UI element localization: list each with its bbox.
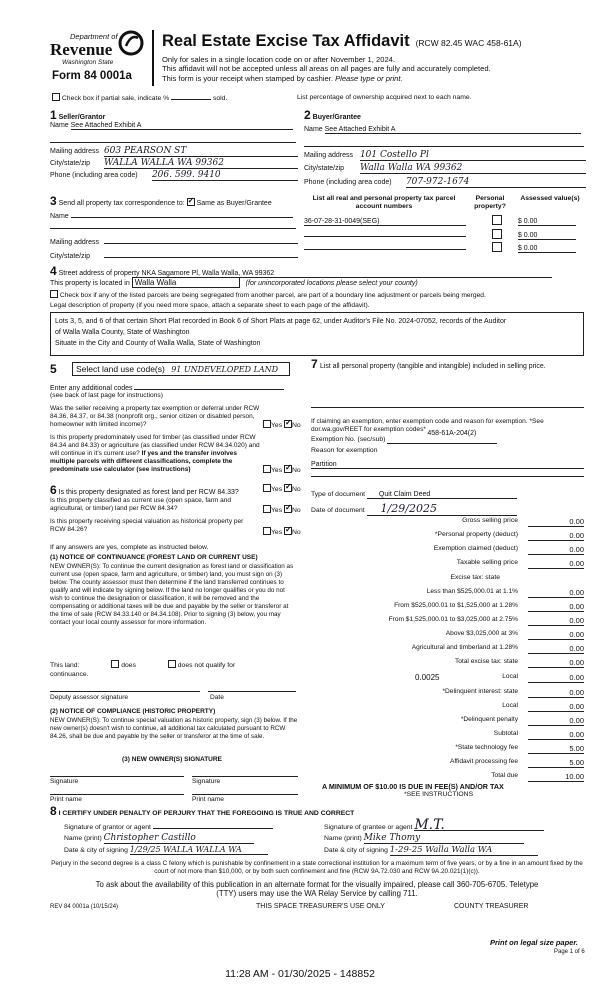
legal-line1: Lots 3, 5, and 6 of that certain Short Plat recorded in Book 6 of Short Plats at page 62, under Auditor's File No. 2024-07052, records of the Auditor xyxy=(55,318,507,325)
additional-codes-field[interactable] xyxy=(134,382,284,390)
section4-number: 4 xyxy=(50,264,57,278)
agri-timber-label: Agricultural and timberland at 1.28% xyxy=(411,644,518,651)
tier1-label: Less than $525,000.01 at 1.1% xyxy=(426,588,518,595)
land-use-select-label: Select land use code(s) xyxy=(76,364,165,374)
q1-no-label: No xyxy=(291,421,301,429)
parcel-number-field[interactable]: 36-07-28-31-0049(SEG) xyxy=(304,218,466,226)
pct-list-note: List percentage of ownership acquired next to each name. xyxy=(297,94,472,101)
delinquent-penalty-value[interactable]: 0.00 xyxy=(528,716,584,726)
segregated-checkbox[interactable] xyxy=(50,290,58,298)
does-checkbox[interactable] xyxy=(111,660,119,668)
same-as-buyer-checkbox[interactable] xyxy=(187,198,195,206)
excise-state-label: Excise tax: state xyxy=(450,574,500,581)
taxable-price-value[interactable]: 0.00 xyxy=(528,559,584,569)
reason-line2 xyxy=(311,476,584,477)
subtotal-label: Subtotal xyxy=(493,730,518,737)
tier1-value[interactable]: 0.00 xyxy=(528,588,584,598)
historic-yes-checkbox[interactable] xyxy=(263,527,271,535)
buyer-city-label: City/state/zip xyxy=(304,165,345,172)
grantee-date-label: Date & city of signing xyxy=(324,847,388,854)
grantor-signature-label: Signature of grantor or agent xyxy=(64,824,151,831)
street-label: Street address of property xyxy=(58,270,140,277)
corr-name-field[interactable] xyxy=(71,210,293,218)
dept-line1: Department of xyxy=(70,32,118,41)
parcel-col-header: List all real and personal property tax parcel account numbers xyxy=(312,195,456,210)
section3-text: Send all property tax correspondence to: xyxy=(58,200,185,207)
tier4-label: Above $3,025,000 at 3% xyxy=(445,630,518,637)
taxable-price-label: Taxable selling price xyxy=(456,559,518,566)
segregated-label: Check box if any of the listed parcels are being segregated from another parcel, are part of a boundary line adjustment or parcels being merged. xyxy=(59,291,486,299)
tech-fee-label: *State technology fee xyxy=(455,744,518,751)
current-use-yes-checkbox[interactable] xyxy=(263,505,271,513)
seller-city-field[interactable]: WALLA WALLA WA 99362 xyxy=(104,158,298,169)
seller-mail-label: Mailing address xyxy=(50,148,100,155)
deputy-signature-label: Deputy assessor signature xyxy=(50,694,129,701)
header-divider xyxy=(152,30,154,86)
grantee-signature-field[interactable]: M.T. xyxy=(414,821,544,831)
corr-city-field[interactable] xyxy=(104,250,298,258)
local-tax-label: Local xyxy=(502,673,518,680)
if-any-yes-note: If any answers are yes, complete as instructed below. xyxy=(50,544,209,551)
owner2-signature-line[interactable] xyxy=(192,776,298,777)
exemption-deduct-value[interactable]: 0.00 xyxy=(528,545,584,555)
buyer-name-line2 xyxy=(304,146,584,147)
buyer-phone-field[interactable]: 707-972-1674 xyxy=(406,177,586,188)
page-number: Page 1 of 6 xyxy=(554,949,585,955)
deputy-date-label: Date xyxy=(210,694,224,701)
continuance-label: continuance. xyxy=(50,671,89,678)
does-not-label: does not qualify for xyxy=(177,661,236,669)
see-instructions: *SEE INSTRUCTIONS xyxy=(404,791,474,798)
rev-code: REV 84 0001a (10/15/24) xyxy=(50,904,119,910)
forest-no-checkbox[interactable] xyxy=(284,484,292,492)
section7-text: List all personal property (tangible and intangible) included in selling price. xyxy=(320,363,546,370)
recording-stamp: 11:28 AM - 01/30/2025 - 148852 xyxy=(225,968,375,980)
header-note3b: Please type or print. xyxy=(335,73,403,83)
exemption-no-label: Exemption No. (sec/sub) xyxy=(311,436,386,443)
assessed-value-field[interactable]: $ 0.00 xyxy=(518,218,576,226)
grantee-name-field[interactable]: Mike Thomy xyxy=(364,833,524,844)
notice2-text: NEW OWNER(S): To continue special valuation as historic property, sign (3) below. If the new owner(s) doesn't wish to continue, all additional tax calculated pursuant to RCW 84.26, shall be due and payable by the seller or transferor at the time of sale. xyxy=(50,717,298,740)
grantee-date-field[interactable]: 1-29-25 Walla Walla WA xyxy=(390,845,538,856)
does-label: does xyxy=(121,661,136,669)
treasurer-space-label: THIS SPACE TREASURER'S USE ONLY xyxy=(256,903,385,910)
grantor-date-field[interactable]: 1/29/25 WALLA WALLA WA xyxy=(130,845,268,855)
current-use-no-label: No xyxy=(291,506,301,514)
dor-logo xyxy=(50,30,160,88)
gross-label: Gross selling price xyxy=(462,517,518,524)
forest-yes-checkbox[interactable] xyxy=(263,484,271,492)
grantee-name-label: Name (print) xyxy=(324,835,362,842)
deputy-date-line[interactable] xyxy=(208,691,296,692)
dept-line3: Washington State xyxy=(62,59,114,66)
tier3-label: From $1,525,000.01 to $3,025,000 at 2.75% xyxy=(388,616,518,623)
see-instructions-note: (see back of last page for instructions) xyxy=(50,392,163,399)
personal-property-checkbox[interactable] xyxy=(492,215,502,225)
corr-name-label: Name xyxy=(50,213,69,220)
exemption-question: Was the seller receiving a property tax exemption or deferral under RCW 84.36, 84.37, or 84.38 (nonprofit org., senior citizen or disabled person, homeowner with limited income)? xyxy=(50,405,260,428)
section1-number: 1 xyxy=(50,108,57,122)
buyer-phone-label: Phone (including area code) xyxy=(304,179,392,186)
legal-line3: Situate in the City and County of Walla Walla, State of Washington xyxy=(55,340,261,347)
seller-phone-label: Phone (including area code) xyxy=(50,172,138,179)
timber-question: Is this property predominately used for timber (as classified under RCW 84.34 and 84.33) or agriculture (as classified under RCW 84.34.020) and will continue in it's current use? xyxy=(50,434,260,457)
seller-name-line2 xyxy=(50,142,296,143)
partial-pct-field[interactable] xyxy=(171,99,211,100)
subtotal-value[interactable]: 0.00 xyxy=(528,730,584,740)
local-tax-value[interactable]: 0.00 xyxy=(528,673,584,683)
total-state-label: Total excise tax: state xyxy=(454,658,518,665)
q2-yes-label: Yes xyxy=(271,466,283,474)
tier2-label: From $525,000.01 to $1,525,000 at 1.28% xyxy=(394,602,518,609)
seller-name-field[interactable]: See Attached Exhibit A xyxy=(71,122,293,130)
seller-name-label: Name xyxy=(50,122,69,129)
owner1-print-label: Print name xyxy=(50,796,82,803)
corr-mail-field[interactable] xyxy=(104,236,298,244)
alt-format-line2: (TTY) users may use the WA Relay Service by calling 711. xyxy=(216,889,418,898)
certify-text: I CERTIFY UNDER PENALTY OF PERJURY THAT THE FOREGOING IS TRUE AND CORRECT xyxy=(58,810,355,817)
forest-question: Is this property designated as forest land per RCW 84.33? xyxy=(58,489,239,496)
parcel-number-field[interactable] xyxy=(304,242,466,250)
gross-value[interactable]: 0.00 xyxy=(528,517,584,527)
partial-sale-checkbox[interactable] xyxy=(52,93,60,101)
current-use-question: Is this property classified as current use (open space, farm and agricultural, or timber) land per RCW 84.34? xyxy=(50,497,232,512)
dor-logo-icon xyxy=(118,30,144,56)
tier4-value[interactable]: 0.00 xyxy=(528,630,584,640)
delinquent-interest-local-label: Local xyxy=(502,702,518,709)
header-note2: This affidavit will not be accepted unless all areas on all pages are fully and accurately completed. xyxy=(162,64,491,74)
parcel-number-field[interactable] xyxy=(304,229,466,237)
owner2-print-line[interactable] xyxy=(192,794,298,795)
buyer-name-field[interactable]: See Attached Exhibit A xyxy=(325,126,581,134)
corr-city-label: City/state/zip xyxy=(50,253,91,260)
page-title: Real Estate Excise Tax Affidavit xyxy=(162,32,410,50)
notice1-title: (1) NOTICE OF CONTINUANCE (FOREST LAND OR CURRENT USE) xyxy=(50,554,258,561)
land-use-select[interactable] xyxy=(72,362,290,376)
legal-description-box[interactable] xyxy=(50,312,584,356)
seller-city-label: City/state/zip xyxy=(50,160,91,167)
section7-number: 7 xyxy=(311,357,318,371)
processing-fee-value[interactable]: 5.00 xyxy=(528,758,584,768)
delinquent-interest-state-value[interactable]: 0.00 xyxy=(528,688,584,698)
personal-deduct-label: *Personal property (deduct) xyxy=(434,531,518,538)
alt-format-line1: To ask about the availability of this publication in an alternate format for the visually impaired, please call 360-705-6705. Teletype xyxy=(95,880,539,889)
delinquent-penalty-label: *Delinquent penalty xyxy=(460,716,518,723)
q2-no-label: No xyxy=(291,466,301,474)
partial-sold-label: sold. xyxy=(212,94,228,102)
additional-codes-label: Enter any additional codes xyxy=(50,385,133,392)
exemption-no-field[interactable] xyxy=(387,430,497,444)
this-land-label: This land: xyxy=(50,661,80,669)
owner1-signature-line[interactable] xyxy=(50,776,184,777)
current-use-yes-label: Yes xyxy=(271,506,283,514)
section6-number: 6 xyxy=(50,483,57,497)
minimum-notice: A MINIMUM OF $10.00 IS DUE IN FEE(S) AND/OR TAX xyxy=(322,782,504,791)
parcel-row xyxy=(304,242,576,253)
form-number: Form 84 0001a xyxy=(52,70,132,82)
current-use-no-checkbox[interactable] xyxy=(284,505,292,513)
local-rate: 0.0025 xyxy=(415,673,440,682)
doc-date-label: Date of document xyxy=(311,507,365,514)
forest-no-label: No xyxy=(291,485,301,493)
tech-fee-value[interactable]: 5.00 xyxy=(528,744,584,754)
personal-property-checkbox[interactable] xyxy=(492,229,502,239)
alt-format-notice xyxy=(50,880,584,898)
historic-yes-label: Yes xyxy=(271,528,283,536)
q2-no-checkbox[interactable] xyxy=(284,465,292,473)
owner1-signature-label: Signature xyxy=(50,778,79,785)
exemption-instructions: If claiming an exemption, enter exemption code and reason for exemption. *See dor.wa.gov/REET for exemption codes* xyxy=(311,418,544,433)
q1-yes-checkbox[interactable] xyxy=(263,420,271,428)
perjury-notice: Perjury in the second degree is a class C felony which is punishable by confinement in a state correctional institution for a maximum term of five years, or by a fine in an amount fixed by the court of not more than $10,000, or by both such confinement and fine (RCW 9A.72.030 and RCW 9A.20.021(1)(c)). xyxy=(51,860,583,875)
buyer-name-label: Name xyxy=(304,126,323,133)
legal-label: Legal description of property (if you need more space, attach a separate sheet to each page of the affidavit). xyxy=(50,302,370,309)
section5-number: 5 xyxy=(50,362,57,376)
seller-mail-field[interactable]: 603 PEARSON ST xyxy=(104,146,298,157)
county-treasurer-label: COUNTY TREASURER xyxy=(454,903,529,910)
seller-phone-field[interactable]: 206. 599. 9410 xyxy=(152,170,298,181)
assessed-value-field[interactable]: $ 0.00 xyxy=(518,232,576,240)
total-state-value[interactable]: 0.00 xyxy=(528,658,584,668)
delinquent-interest-local-value[interactable]: 0.00 xyxy=(528,702,584,712)
notice3-title: (3) NEW OWNER(S) SIGNATURE xyxy=(122,756,222,763)
buyer-city-field[interactable]: Walla Walla WA 99362 xyxy=(360,163,586,174)
exemption-no-value: 458-61A-204(2) xyxy=(427,430,477,437)
section3-number: 3 xyxy=(50,194,57,208)
tier3-value[interactable]: 0.00 xyxy=(528,616,584,626)
section2-number: 2 xyxy=(304,108,311,122)
timber-question-note: If yes and the transfer involves multiple parcels with different classifications, complete the predominate use calculator (see instructions) xyxy=(50,450,237,473)
corr-mail-label: Mailing address xyxy=(50,239,100,246)
same-as-buyer-label: Same as Buyer/Grantee xyxy=(196,200,272,207)
doc-type-label: Type of document xyxy=(311,491,366,498)
tier2-value[interactable]: 0.00 xyxy=(528,602,584,612)
legal-size-note: Print on legal size paper. xyxy=(490,938,578,947)
located-label: This property is located in xyxy=(50,280,130,287)
personal-deduct-value[interactable]: 0.00 xyxy=(528,531,584,541)
agri-timber-value[interactable]: 0.00 xyxy=(528,644,584,654)
located-select[interactable]: Walla Walla xyxy=(132,277,240,288)
partial-sale-label: Check box if partial sale, indicate % xyxy=(61,94,170,102)
grantor-name-label: Name (print) xyxy=(64,835,102,842)
exemption-deduct-label: Exemption claimed (deduct) xyxy=(433,545,518,552)
uninc-note: (for unincorporated locations please select your county) xyxy=(245,280,418,287)
corr-name-line2 xyxy=(50,228,296,229)
grantor-date-label: Date & city of signing xyxy=(64,847,128,854)
legal-line2: of Walla Walla County, State of Washington xyxy=(55,329,190,336)
q2-yes-checkbox[interactable] xyxy=(263,465,271,473)
processing-fee-label: Affidavit processing fee xyxy=(449,758,518,765)
total-due-value[interactable]: 10.00 xyxy=(528,772,584,782)
parcel-row xyxy=(304,229,576,240)
total-due-label: Total due xyxy=(491,772,518,779)
deputy-signature-line[interactable] xyxy=(50,691,200,692)
dept-line2: Revenue xyxy=(50,40,113,59)
street-address-field[interactable]: NKA Sagamore Pl, Walla Walla, WA 99362 xyxy=(142,270,552,278)
owner2-signature-label: Signature xyxy=(192,778,221,785)
q1-no-checkbox[interactable] xyxy=(284,420,292,428)
personal-property-line[interactable] xyxy=(311,407,584,408)
grantee-signature-label: Signature of grantee or agent xyxy=(324,824,413,831)
header-note3a: This form is your receipt when stamped by cashier. xyxy=(162,73,333,83)
doc-type-field[interactable]: Quit Claim Deed xyxy=(367,491,517,499)
historic-no-checkbox[interactable] xyxy=(284,527,292,535)
delinquent-interest-state-label: *Delinquent interest: state xyxy=(442,688,518,695)
personal-property-checkbox[interactable] xyxy=(492,242,502,252)
owner2-print-label: Print name xyxy=(192,796,224,803)
grantor-name-field[interactable]: Christopher Castillo xyxy=(104,833,254,844)
notice1-text: NEW OWNER(S): To continue the current designation as forest land or classification as current use (open space, farm and agriculture, or timber) land, you must sign on (3) below. The county assessor must then determine if the land transferred continues to qualify and will indicate by signing below. If the land no longer qualifies or you do not wish to continue the designation or classification, it will be removed and the compensating or additional taxes will be due and payable by the seller or transferor at the time of sale (RCW 84.33.140 or 84.34.108). Prior to signing (3) below, you may contact your local county assessor for more information. xyxy=(50,563,294,626)
rcw-ref: (RCW 82.45 WAC 458-61A) xyxy=(415,38,522,48)
owner1-print-line[interactable] xyxy=(50,794,184,795)
header-note1: Only for sales in a single location code on or after November 1, 2024. xyxy=(162,55,396,64)
section2-title: Buyer/Grantee xyxy=(312,114,361,121)
buyer-mail-label: Mailing address xyxy=(304,152,354,159)
doc-date-field[interactable]: 1/29/2025 xyxy=(367,502,517,516)
reason-label: Reason for exemption xyxy=(311,447,378,454)
section1-title: Seller/Grantor xyxy=(58,114,106,121)
historic-no-label: No xyxy=(291,528,301,536)
personal-col-header: Personal property? xyxy=(474,195,506,210)
section8-number: 8 xyxy=(50,804,57,818)
parcel-row xyxy=(304,216,576,226)
assessed-col-header: Assessed value(s) xyxy=(520,195,580,202)
notice2-title: (2) NOTICE OF COMPLIANCE (HISTORIC PROPERTY) xyxy=(50,708,216,715)
buyer-mail-field[interactable]: 101 Costello Pl xyxy=(360,150,586,161)
forest-yes-label: Yes xyxy=(271,485,283,493)
assessed-value-field[interactable]: $ 0.00 xyxy=(518,245,576,253)
q1-yes-label: Yes xyxy=(271,421,283,429)
land-use-code: 91 UNDEVELOPED LAND xyxy=(171,365,279,374)
does-not-checkbox[interactable] xyxy=(168,660,176,668)
reason-field[interactable]: Partition xyxy=(311,461,584,469)
historic-question: Is this property receiving special valuation as historical property per RCW 84.26? xyxy=(50,518,244,533)
grantor-signature-field[interactable] xyxy=(153,821,273,829)
